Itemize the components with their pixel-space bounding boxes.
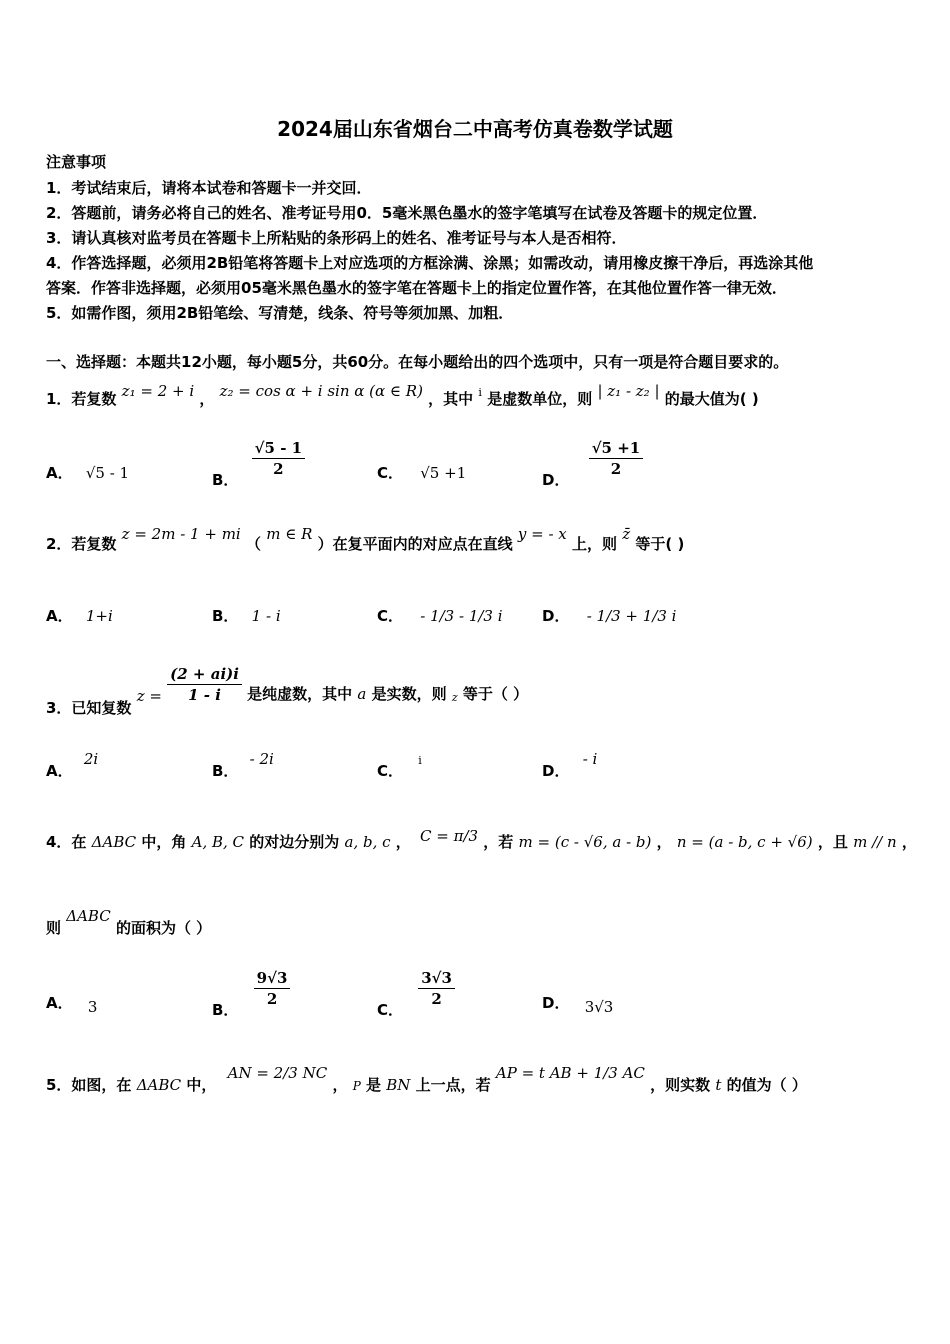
q2-math: z̄ [622, 525, 631, 543]
option-label: D． [542, 994, 570, 1012]
notice-item: 5．如需作图，须用2B铅笔绘、写清楚，线条、符号等须加黑、加粗． [46, 304, 514, 322]
option-label: B． [212, 607, 239, 625]
q2-math: z = 2m - 1 + mi [121, 525, 241, 543]
q5-text: 是 [366, 1076, 382, 1094]
q5-math: P [352, 1079, 361, 1093]
option-label: C． [377, 762, 404, 780]
q4-math: a, b, c [344, 833, 391, 851]
notice-item: 3．请认真核对监考员在答题卡上所粘贴的条形码上的姓名、准考证号与本人是否相符． [46, 229, 627, 247]
option-fraction [254, 968, 291, 1009]
q5-text: 中， [186, 1076, 217, 1094]
option-fraction [252, 438, 305, 479]
q4-option-d[interactable] [542, 992, 614, 1016]
notice-heading: 注意事项 [46, 153, 107, 171]
q5-text: ， [332, 1076, 348, 1094]
q4-option-c[interactable] [377, 968, 455, 1019]
q5-math: t [715, 1076, 722, 1094]
notice-item: 2．答题前，请务必将自己的姓名、准考证号用0．5毫米黑色墨水的签字笔填写在试卷及答题卡的规定位置． [46, 204, 768, 222]
fraction-numerator: √5 - 1 [252, 438, 305, 459]
option-label: D． [542, 471, 570, 489]
q1-option-b[interactable] [212, 438, 305, 489]
option-expr: 2i [83, 750, 99, 768]
q4-math: A, B, C [191, 833, 245, 851]
option-label: B． [212, 1001, 239, 1019]
q4-math: n = (a - b, c + √6) [676, 833, 813, 851]
q2-option-b[interactable] [212, 605, 281, 626]
q3-math: a [357, 685, 367, 703]
q4-option-a[interactable] [46, 992, 98, 1016]
option-label: B． [212, 762, 239, 780]
q1-text: ，其中 [428, 390, 474, 408]
q1-option-c[interactable] [377, 462, 466, 483]
q2-text: （ [245, 535, 261, 553]
fraction-denominator: 2 [610, 460, 622, 478]
q1-option-a[interactable] [46, 462, 129, 483]
q2-option-d[interactable] [542, 605, 676, 626]
option-expr: √5 - 1 [85, 464, 130, 482]
q3-option-c[interactable] [377, 754, 422, 781]
option-expr: 1 - i [251, 607, 281, 625]
question-1 [46, 382, 759, 409]
option-fraction [418, 968, 455, 1009]
q4-text: ， [395, 833, 411, 851]
q1-math: z₁ = 2 + i [121, 382, 195, 400]
q2-option-a[interactable] [46, 605, 113, 626]
q1-text: 的最大值为( ) [664, 390, 759, 408]
q4-text: ， [901, 833, 917, 851]
question-3 [46, 664, 529, 717]
option-label: C． [377, 1001, 404, 1019]
q2-math: y = - x [517, 525, 567, 543]
fraction-numerator: (2 + ai)i [167, 664, 242, 685]
q3-option-a[interactable] [46, 750, 99, 781]
q4-text: ，且 [817, 833, 848, 851]
option-label: C． [377, 607, 404, 625]
question-2 [46, 525, 685, 554]
q2-math: m ∈ R [266, 525, 313, 543]
q4-text: ， [656, 833, 672, 851]
q1-math: z₂ = cos α + i sin α (α ∈ R) [219, 382, 423, 400]
q4-text: 4．在 [46, 833, 87, 851]
question-4 [46, 827, 917, 852]
q4-math: C = π/3 [420, 827, 479, 845]
q5-math: BN [386, 1076, 411, 1094]
q1-text: ， [199, 390, 215, 408]
option-label: B． [212, 471, 239, 489]
option-expr: - i [582, 750, 598, 768]
q5-text: ，则实数 [650, 1076, 711, 1094]
question-5 [46, 1064, 807, 1095]
q2-text: 2．若复数 [46, 535, 117, 553]
q4-math: ΔABC [91, 833, 137, 851]
fraction-numerator: 3√3 [418, 968, 455, 989]
q5-text: 上一点，若 [415, 1076, 491, 1094]
question-4-line-2 [46, 907, 212, 938]
fraction-denominator: 2 [431, 990, 442, 1008]
q5-math: AN = 2/3 NC [227, 1064, 328, 1082]
page-title: 2024届山东省烟台二中高考仿真卷数学试题 [277, 117, 673, 141]
q4-text: 的面积为（ ） [115, 919, 212, 937]
q3-math: z [451, 691, 458, 704]
option-expr: √5 +1 [420, 464, 467, 482]
fraction-denominator: 1 - i [188, 686, 221, 704]
notice-item: 答案．作答非选择题，必须用05毫米黑色墨水的签字笔在答题卡上的指定位置作答，在其他位置作答一律无效． [46, 279, 787, 297]
option-expr: 1+i [85, 607, 113, 625]
q2-text: 上，则 [571, 535, 617, 553]
q4-option-b[interactable] [212, 968, 290, 1019]
option-label: D． [542, 762, 570, 780]
q3-fraction [167, 664, 242, 705]
option-label: A． [46, 994, 73, 1012]
option-expr: - 1/3 - 1/3 i [420, 607, 503, 625]
q2-option-c[interactable] [377, 605, 503, 626]
q4-text: 的对边分别为 [249, 833, 340, 851]
fraction-denominator: 2 [266, 990, 278, 1008]
q4-text: 则 [46, 919, 62, 937]
q5-text: 5．如图，在 [46, 1076, 132, 1094]
option-label: A． [46, 464, 73, 482]
q2-text: 等于( ) [635, 535, 685, 553]
notice-item: 4．作答选择题，必须用2B铅笔将答题卡上对应选项的方框涂满、涂黑；如需改动，请用橡皮擦干净后，再选涂其他 [46, 254, 814, 272]
option-expr: - 2i [249, 750, 274, 768]
q4-math: m = (c - √6, a - b) [518, 833, 652, 851]
fraction-denominator: 2 [273, 460, 284, 478]
q3-option-d[interactable] [542, 750, 598, 781]
q3-text: 是纯虚数，其中 [247, 685, 353, 703]
option-expr: 3√3 [584, 998, 614, 1016]
q5-text: 的值为（ ） [726, 1076, 807, 1094]
q1-math: i [478, 386, 482, 399]
q5-math: AP = t AB + 1/3 AC [495, 1064, 645, 1082]
q4-text: 中，角 [141, 833, 187, 851]
q1-option-d[interactable] [542, 438, 643, 489]
option-expr: - 1/3 + 1/3 i [586, 607, 677, 625]
q3-math: z = [136, 687, 162, 705]
section-heading: 一、选择题：本题共12小题，每小题5分，共60分。在每小题给出的四个选项中，只有一项是符合题目要求的。 [46, 353, 789, 371]
q3-option-b[interactable] [212, 750, 274, 781]
notice-item: 1．考试结束后，请将本试卷和答题卡一并交回． [46, 179, 372, 197]
q4-math: ΔABC [66, 907, 111, 925]
fraction-numerator: 9√3 [254, 968, 291, 989]
q1-math: | z₁ - z₂ | [597, 382, 660, 400]
q1-text: 是虚数单位，则 [487, 390, 593, 408]
q3-text: 是实数，则 [371, 685, 447, 703]
option-label: A． [46, 762, 73, 780]
q2-text: ）在复平面内的对应点在直线 [317, 535, 513, 553]
option-label: C． [377, 464, 404, 482]
option-label: A． [46, 607, 73, 625]
option-expr: 3 [87, 998, 98, 1016]
q1-text: 1．若复数 [46, 390, 117, 408]
q3-text: 等于（ ） [462, 685, 529, 703]
option-label: D． [542, 607, 570, 625]
q3-text: 3．已知复数 [46, 699, 132, 717]
fraction-numerator: √5 +1 [589, 438, 644, 459]
q4-text: ，若 [483, 833, 514, 851]
option-fraction [589, 438, 644, 479]
q5-math: ΔABC [136, 1076, 182, 1094]
option-expr: i [418, 754, 422, 767]
q4-math: m // n [853, 833, 897, 851]
